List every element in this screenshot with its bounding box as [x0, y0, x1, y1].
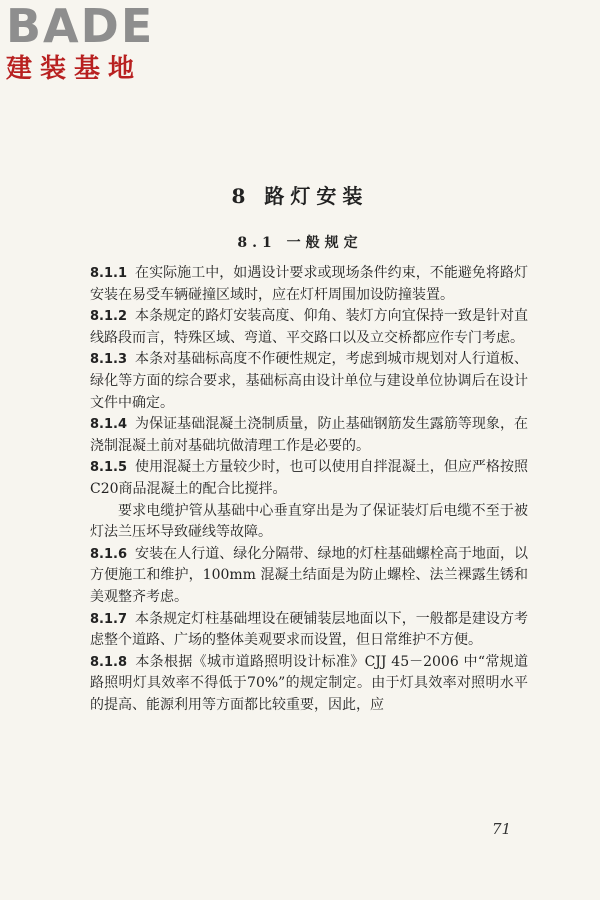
logo-wordmark: BADE — [6, 0, 155, 53]
clause-number: 8.1.2 — [90, 309, 128, 325]
clause-text: 要求电缆护管从基础中心垂直穿出是为了保证装灯后电缆不至于被灯法兰压坏导致碰线等故障。 — [90, 502, 528, 541]
clause-text: 本条对基础标高度不作硬性规定，考虑到城市规划对人行道板、绿化等方面的综合要求，基础标高由设计单位与建设单位协调后在设计文件中确定。 — [90, 351, 528, 411]
paragraph-8-1-8 — [90, 652, 528, 717]
clause-number: 8.1.5 — [90, 460, 128, 476]
paragraph-8-1-7 — [90, 609, 528, 652]
paragraph-8-1-6 — [90, 544, 528, 609]
clause-text: 为保证基础混凝土浇制质量，防止基础钢筋发生露筋等现象，在浇制混凝土前对基础坑做清理工作是必要的。 — [90, 416, 528, 454]
clause-number: 8.1.6 — [90, 546, 128, 562]
paragraph-8-1-2 — [90, 306, 528, 349]
chapter-title: 8 路灯安装 — [231, 184, 369, 208]
clause-text: 本条规定的路灯安装高度、仰角、装灯方向宜保持一致是针对直线路段而言，特殊区域、弯道、平交路口以及立交桥都应作专门考虑。 — [90, 308, 528, 346]
logo-subtitle: 建装基地 — [6, 54, 143, 84]
clause-number: 8.1.7 — [90, 611, 128, 627]
clause-text: 本条根据《城市道路照明设计标准》CJJ 45－2006 中“常规道路照明灯具效率不得低于70%”的规定制定。由于灯具效率对照明水平的提高、能源利用等方面都比较重要，因此，应 — [90, 653, 528, 713]
clause-text: 安装在人行道、绿化分隔带、绿地的灯柱基础螺栓高于地面，以方便施工和维护，100mm 混凝土结面是为防止螺栓、法兰裸露生锈和美观整齐考虑。 — [90, 545, 528, 605]
paragraph-8-1-1 — [90, 263, 528, 306]
section-title: 8.1 一般规定 — [237, 235, 363, 251]
bade-logo — [6, 2, 176, 86]
clause-text: 本条规定灯柱基础埋设在硬铺装层地面以下，一般都是建设方考虑整个道路、广场的整体美观要求而设置，但日常维护不方便。 — [90, 610, 528, 649]
clause-number: 8.1.4 — [90, 417, 128, 433]
paragraph-8-1-5-continued — [90, 501, 528, 544]
paragraph-8-1-4 — [90, 414, 528, 457]
clause-number: 8.1.1 — [90, 266, 128, 281]
paragraph-8-1-5 — [90, 457, 528, 500]
page-number: 71 — [492, 820, 512, 838]
clause-text: 在实际施工中，如遇设计要求或现场条件约束，不能避免将路灯安装在易受车辆碰撞区域时，应在灯杆周围加设防撞装置。 — [90, 265, 528, 303]
clause-number: 8.1.3 — [90, 352, 128, 368]
body-text — [90, 263, 528, 716]
clause-number: 8.1.8 — [90, 654, 128, 670]
paragraph-8-1-3 — [90, 349, 528, 414]
clause-text: 使用混凝土方量较少时，也可以使用自拌混凝土，但应严格按照C20商品混凝土的配合比搅拌。 — [90, 459, 528, 497]
